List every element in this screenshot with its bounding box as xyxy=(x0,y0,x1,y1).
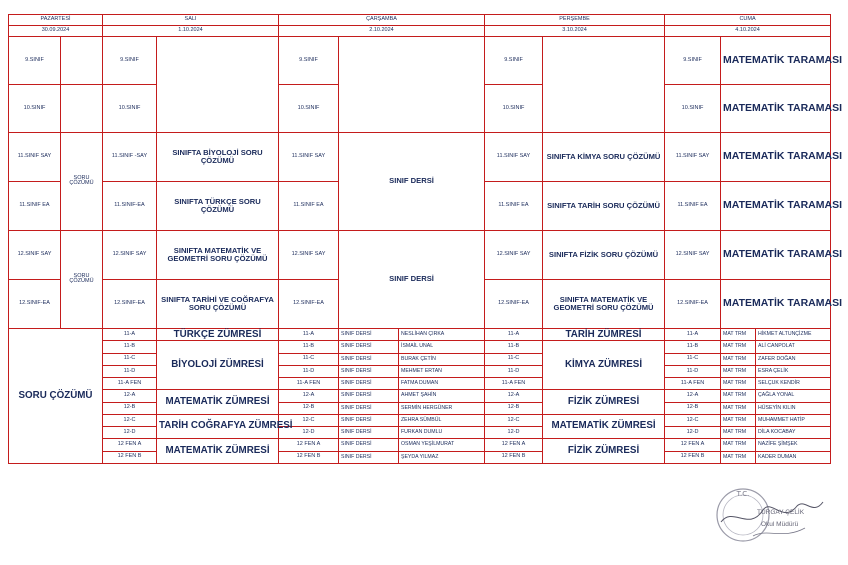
section-label: 11-B xyxy=(665,341,721,353)
teacher-name: ŞEYDA YILMAZ xyxy=(399,451,485,463)
section-label: 12-A xyxy=(279,390,339,402)
date-thursday: 3.10.2024 xyxy=(485,26,665,37)
day-header-friday: CUMA xyxy=(665,15,831,26)
section-label: 11-C xyxy=(279,353,339,365)
signature-underline xyxy=(753,528,805,536)
day-header-monday: PAZARTESİ xyxy=(9,15,103,26)
lesson-label: SINIF DERSİ xyxy=(339,414,399,426)
lesson-label: SINIF DERSİ xyxy=(339,353,399,365)
teacher-name: FURKAN DUMLU xyxy=(399,427,485,439)
activity-cell: SINIFTA BİYOLOJİ SORU ÇÖZÜMÜ xyxy=(157,132,279,181)
stamp-emblem: T.C. xyxy=(736,490,750,498)
class-label: 12.SINIF-EA xyxy=(279,279,339,328)
day-header-tuesday: SALI xyxy=(103,15,279,26)
class-label: 11.SINIF EA xyxy=(279,181,339,230)
section-label: 12 FEN A xyxy=(665,439,721,451)
teacher-name: SERMİN HERGÜNER xyxy=(399,402,485,414)
class-label: 12.SINIF-EA xyxy=(103,279,157,328)
section-label: 11-A xyxy=(485,328,543,341)
teacher-name: ZAFER DOĞAN xyxy=(756,353,831,365)
teacher-name: SELÇUK KENDİR xyxy=(756,378,831,390)
class-label: 12.SINIF SAY xyxy=(485,230,543,279)
teacher-name: NAZİFE ŞİMŞEK xyxy=(756,439,831,451)
math-scan-cell: MATEMATİK TARAMASI xyxy=(721,181,831,230)
section-label: 12-D xyxy=(665,427,721,439)
section-label: 12-A xyxy=(103,390,157,402)
section-label: 11-D xyxy=(665,365,721,377)
class-label: 9.SINIF xyxy=(279,37,339,85)
teacher-name: FATMA DUMAN xyxy=(399,378,485,390)
math-scan-cell: MATEMATİK TARAMASI xyxy=(721,37,831,85)
lesson-label: SINIF DERSİ xyxy=(339,402,399,414)
teacher-name: HİKMET ALTUNÇİZME xyxy=(756,328,831,341)
math-scan-label: MAT TRM xyxy=(721,414,756,426)
section-label: 11-B xyxy=(103,341,157,353)
section-label: 11-D xyxy=(485,365,543,377)
department-cell: BİYOLOJİ ZÜMRESİ xyxy=(157,341,279,390)
empty-cell xyxy=(61,85,103,133)
department-cell: KİMYA ZÜMRESİ xyxy=(543,341,665,390)
section-label: 12-C xyxy=(485,414,543,426)
class-label: 11.SINIF EA xyxy=(485,181,543,230)
lesson-label: SINIF DERSİ xyxy=(339,390,399,402)
day-header-thursday: PERŞEMBE xyxy=(485,15,665,26)
teacher-name: KADER DUMAN xyxy=(756,451,831,463)
section-label: 12-D xyxy=(279,427,339,439)
activity-cell: SINIFTA FİZİK SORU ÇÖZÜMÜ xyxy=(543,230,665,279)
department-cell: MATEMATİK ZÜMRESİ xyxy=(157,390,279,414)
section-label: 11-A FEN xyxy=(665,378,721,390)
activity-cell: SINIFTA MATEMATİK VE GEOMETRİ SORU ÇÖZÜMÜ xyxy=(543,279,665,328)
teacher-name: ALİ CANPOLAT xyxy=(756,341,831,353)
lesson-label: SINIF DERSİ xyxy=(339,427,399,439)
class-label: 11.SINIF SAY xyxy=(665,132,721,181)
lesson-label: SINIF DERSİ xyxy=(339,328,399,341)
class-label: 10.SINIF xyxy=(665,85,721,133)
math-scan-cell: MATEMATİK TARAMASI xyxy=(721,132,831,181)
monday-solve-block: SORU ÇÖZÜMÜ xyxy=(9,328,103,463)
class-label: 10.SINIF xyxy=(485,85,543,133)
lesson-label: SINIF DERSİ xyxy=(339,341,399,353)
math-scan-cell: MATEMATİK TARAMASI xyxy=(721,279,831,328)
principal-stamp-signature xyxy=(713,476,831,554)
section-label: 12-A xyxy=(665,390,721,402)
department-cell: MATEMATİK ZÜMRESİ xyxy=(543,414,665,438)
class-label: 9.SINIF xyxy=(665,37,721,85)
section-label: 11-A FEN xyxy=(485,378,543,390)
principal-title: Okul Müdürü xyxy=(761,521,799,528)
monday-solve-cell: SORU ÇÖZÜMÜ xyxy=(61,230,103,328)
section-label: 11-D xyxy=(279,365,339,377)
section-label: 11-B xyxy=(279,341,339,353)
section-label: 12 FEN A xyxy=(485,439,543,451)
class-label: 9.SINIF xyxy=(103,37,157,85)
section-label: 11-B xyxy=(485,341,543,353)
lesson-label: SINIF DERSİ xyxy=(339,365,399,377)
activity-cell: SINIFTA MATEMATİK VE GEOMETRİ SORU ÇÖZÜMÜ xyxy=(157,230,279,279)
teacher-name: MEHMET ERTAN xyxy=(399,365,485,377)
section-label: 12-B xyxy=(103,402,157,414)
section-label: 12-B xyxy=(665,402,721,414)
section-label: 12 FEN B xyxy=(103,451,157,463)
class-label: 9.SINIF xyxy=(9,37,61,85)
section-label: 12 FEN B xyxy=(279,451,339,463)
math-scan-label: MAT TRM xyxy=(721,402,756,414)
section-label: 11-A xyxy=(279,328,339,341)
teacher-name: OSMAN YEŞİLMURAT xyxy=(399,439,485,451)
class-label: 12.SINIF SAY xyxy=(103,230,157,279)
section-label: 12-D xyxy=(103,427,157,439)
class-label: 11.SINIF EA xyxy=(665,181,721,230)
teacher-name: ZEHRA SÜMBÜL xyxy=(399,414,485,426)
class-label: 12.SINIF SAY xyxy=(9,230,61,279)
teacher-name: DİLA KOCABAY xyxy=(756,427,831,439)
activity-cell: SINIFTA TARİHİ VE COĞRAFYA SORU ÇÖZÜMÜ xyxy=(157,279,279,328)
math-scan-cell: MATEMATİK TARAMASI xyxy=(721,85,831,133)
activity-cell: SINIFTA TARİH SORU ÇÖZÜMÜ xyxy=(543,181,665,230)
class-label: 12.SINIF-EA xyxy=(665,279,721,328)
teacher-name: NESLİHAN ÇIRKA xyxy=(399,328,485,341)
math-scan-label: MAT TRM xyxy=(721,427,756,439)
section-label: 12-C xyxy=(279,414,339,426)
teacher-name: AHMET ŞAHİN xyxy=(399,390,485,402)
department-cell: TARİH COĞRAFYA ZÜMRESİ xyxy=(157,414,279,438)
class-label: 10.SINIF xyxy=(9,85,61,133)
department-cell: FİZİK ZÜMRESİ xyxy=(543,390,665,414)
section-label: 12-B xyxy=(279,402,339,414)
section-label: 11-D xyxy=(103,365,157,377)
class-label: 11.SINIF SAY xyxy=(9,132,61,181)
section-label: 12-C xyxy=(665,414,721,426)
class-label: 12.SINIF SAY xyxy=(279,230,339,279)
monday-solve-cell: SORU ÇÖZÜMÜ xyxy=(61,132,103,230)
math-scan-label: MAT TRM xyxy=(721,328,756,341)
section-label: 12 FEN A xyxy=(279,439,339,451)
math-scan-label: MAT TRM xyxy=(721,353,756,365)
teacher-name: ÇAĞLA YONAL xyxy=(756,390,831,402)
activity-cell: SINIFTA TÜRKÇE SORU ÇÖZÜMÜ xyxy=(157,181,279,230)
class-lesson-cell: SINIF DERSİ xyxy=(339,132,485,230)
math-scan-label: MAT TRM xyxy=(721,439,756,451)
empty-cell xyxy=(61,37,103,85)
empty-cell xyxy=(543,37,665,133)
section-label: 12-A xyxy=(485,390,543,402)
empty-cell xyxy=(339,37,485,133)
date-tuesday: 1.10.2024 xyxy=(103,26,279,37)
class-label: 12.SINIF SAY xyxy=(665,230,721,279)
section-label: 11-C xyxy=(485,353,543,365)
math-scan-label: MAT TRM xyxy=(721,390,756,402)
class-label: 11.SINIF-EA xyxy=(103,181,157,230)
section-label: 11-C xyxy=(665,353,721,365)
class-label: 12.SINIF-EA xyxy=(485,279,543,328)
date-friday: 4.10.2024 xyxy=(665,26,831,37)
section-label: 12-C xyxy=(103,414,157,426)
teacher-name: BURAK ÇETİN xyxy=(399,353,485,365)
math-scan-label: MAT TRM xyxy=(721,341,756,353)
lesson-label: SINIF DERSİ xyxy=(339,378,399,390)
teacher-name: ESRA ÇELİK xyxy=(756,365,831,377)
section-label: 12-B xyxy=(485,402,543,414)
principal-name: TURGAY ÇELİK xyxy=(757,509,805,516)
day-header-wednesday: ÇARŞAMBA xyxy=(279,15,485,26)
class-label: 10.SINIF xyxy=(103,85,157,133)
class-label: 11.SINIF -SAY xyxy=(103,132,157,181)
department-cell: TARİH ZÜMRESİ xyxy=(543,328,665,341)
teacher-name: İSMAİL UNAL xyxy=(399,341,485,353)
class-label: 9.SINIF xyxy=(485,37,543,85)
class-label: 11.SINIF SAY xyxy=(485,132,543,181)
department-cell: MATEMATİK ZÜMRESİ xyxy=(157,439,279,464)
teacher-name: HÜSEYİN KILIN xyxy=(756,402,831,414)
date-wednesday: 2.10.2024 xyxy=(279,26,485,37)
class-label: 11.SINIF SAY xyxy=(279,132,339,181)
math-scan-label: MAT TRM xyxy=(721,378,756,390)
section-label: 11-A xyxy=(103,328,157,341)
lesson-label: SINIF DERSİ xyxy=(339,439,399,451)
exam-schedule-table xyxy=(8,14,843,464)
section-label: 12-D xyxy=(485,427,543,439)
math-scan-label: MAT TRM xyxy=(721,365,756,377)
section-label: 11-C xyxy=(103,353,157,365)
math-scan-cell: MATEMATİK TARAMASI xyxy=(721,230,831,279)
empty-cell xyxy=(157,37,279,133)
section-label: 12 FEN B xyxy=(665,451,721,463)
section-label: 12 FEN A xyxy=(103,439,157,451)
math-scan-label: MAT TRM xyxy=(721,451,756,463)
date-monday: 30.09.2024 xyxy=(9,26,103,37)
activity-cell: SINIFTA KİMYA SORU ÇÖZÜMÜ xyxy=(543,132,665,181)
section-label: 11-A FEN xyxy=(279,378,339,390)
class-label: 12.SINIF-EA xyxy=(9,279,61,328)
section-label: 12 FEN B xyxy=(485,451,543,463)
department-cell: FİZİK ZÜMRESİ xyxy=(543,439,665,464)
section-label: 11-A xyxy=(665,328,721,341)
department-cell: TÜRKÇE ZÜMRESİ xyxy=(157,328,279,341)
teacher-name: MUHAMMET HATİP xyxy=(756,414,831,426)
class-label: 11.SINIF EA xyxy=(9,181,61,230)
section-label: 11-A FEN xyxy=(103,378,157,390)
lesson-label: SINIF DERSİ xyxy=(339,451,399,463)
class-lesson-cell: SINIF DERSİ xyxy=(339,230,485,328)
class-label: 10.SINIF xyxy=(279,85,339,133)
